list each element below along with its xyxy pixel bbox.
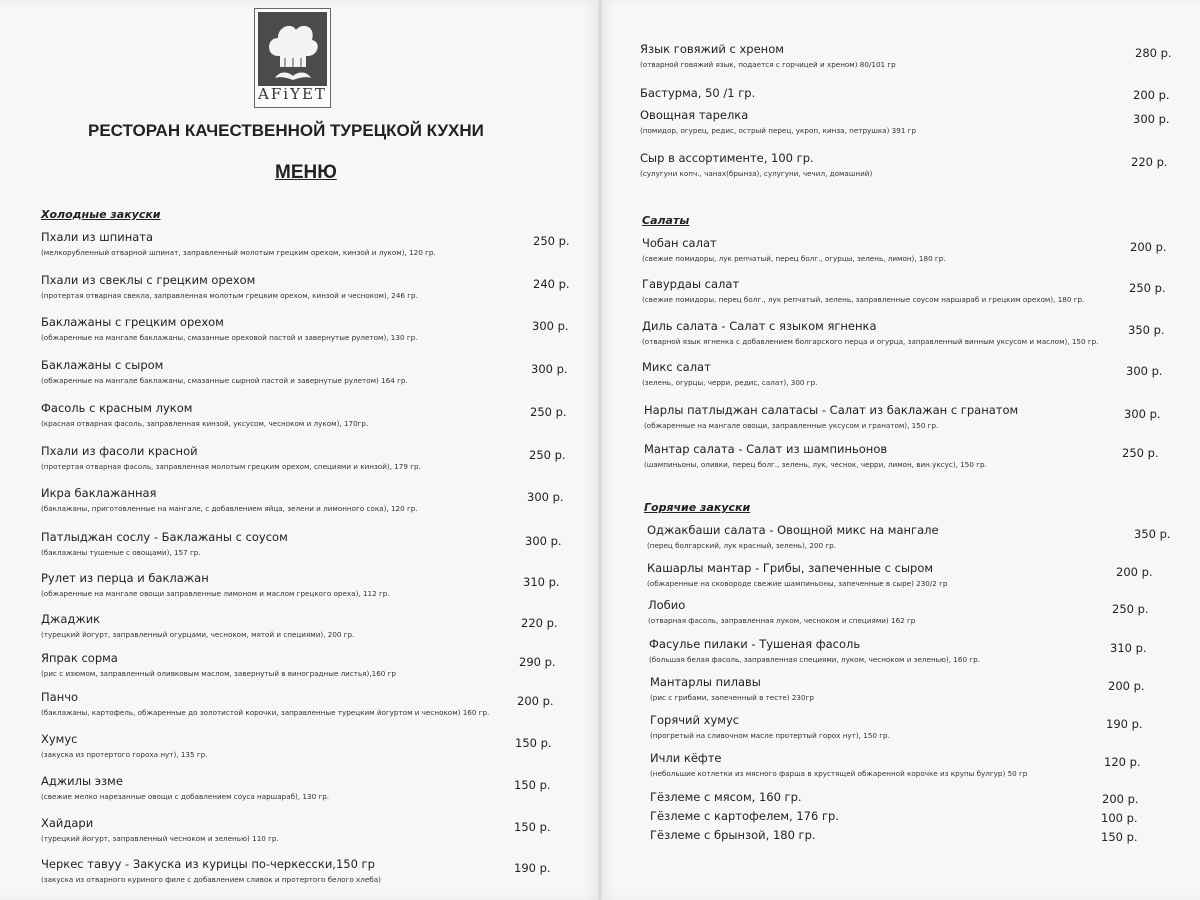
menu-item-price: 300 р.: [525, 534, 562, 548]
menu-item-description: (турецкий йогурт, заправленный огурцами, чесноком, мятой и специями), 200 гр.: [41, 630, 355, 639]
menu-item-name: Икра баклажанная: [41, 486, 157, 500]
menu-item-description: (баклажаны, картофель, обжаренные до золотистой корочки, заправленные турецким йогуртом и чесноком) 160 гр.: [41, 708, 490, 717]
menu-item: [640, 151, 1200, 191]
menu-item-description: (свежие помидоры, лук репчатый, перец болг., огурцы, зелень, лимон), 180 гр.: [642, 254, 946, 263]
menu-item-name: Ичли кёфте: [650, 751, 722, 765]
menu-item: [41, 273, 598, 313]
menu-item-description: (мелкорубленный отварной шпинат, заправленный молотым грецким орехом, кинзой и луком), 120 гр.: [41, 248, 436, 257]
menu-item: [41, 230, 598, 270]
menu-item-name: Язык говяжий с хреном: [640, 42, 784, 56]
menu-item-name: Кашарлы мантар - Грибы, запеченные с сыром: [647, 561, 934, 575]
menu-item-price: 250 р.: [1112, 602, 1149, 616]
menu-item: [650, 828, 1200, 868]
menu-item: [642, 277, 1200, 317]
menu-item-price: 300 р.: [1133, 112, 1170, 126]
menu-item: [650, 675, 1200, 715]
menu-item: [647, 561, 1200, 601]
menu-item-description: (обжаренные на сковороде свежие шампиньоны, запеченные в сыре) 230/2 гр: [647, 579, 948, 588]
menu-item-description: (турецкий йогурт, заправленный чесноком и зеленью) 110 гр.: [41, 834, 279, 843]
menu-item-description: (обжаренные на мангале баклажаны, смазанные сырной пастой и завернутые рулетом) 164 гр.: [41, 376, 408, 385]
menu-item: [41, 651, 598, 691]
menu-item-name: Пхали из свеклы с грецким орехом: [41, 273, 256, 287]
menu-item-name: Пхали из шпината: [41, 230, 154, 244]
menu-item: [41, 315, 598, 355]
menu-item-price: 250 р.: [529, 448, 566, 462]
menu-item: [41, 857, 598, 897]
menu-item-price: 100 р.: [1101, 811, 1138, 825]
restaurant-title: РЕСТОРАН КАЧЕСТВЕННОЙ ТУРЕЦКОЙ КУХНИ: [88, 121, 484, 140]
menu-item: [650, 751, 1200, 791]
menu-item-name: Фасулье пилаки - Тушеная фасоль: [649, 637, 861, 651]
menu-item: [649, 637, 1200, 677]
menu-page-left: [0, 0, 598, 900]
menu-item-price: 300 р.: [527, 490, 564, 504]
menu-item: [644, 442, 1200, 482]
menu-item-description: (протертая отварная свекла, заправленная молотым грецким орехом, кинзой и чесноком), 246 гр.: [41, 291, 418, 300]
menu-item-price: 310 р.: [1110, 641, 1147, 655]
menu-item-description: (отварная фасоль, заправленная луком, чесноком и специями) 162 гр: [648, 616, 916, 625]
menu-item-price: 150 р.: [515, 736, 552, 750]
menu-item: [41, 571, 598, 611]
menu-item-description: (закуска из протертого гороха нут), 135 гр.: [41, 750, 208, 759]
menu-item-name: Гёзлеме с брынзой, 180 гр.: [650, 828, 816, 842]
menu-item: [642, 360, 1200, 400]
menu-item-price: 220 р.: [521, 616, 558, 630]
menu-item-description: (рис с изюмом, заправленный оливковым маслом, завернутый в виноградные листья),160 гр: [41, 669, 396, 678]
menu-item-price: 280 р.: [1135, 46, 1172, 60]
menu-item-price: 300 р.: [531, 362, 568, 376]
menu-item-name: Хумус: [41, 732, 78, 746]
menu-item-name: Патлыджан сослу - Баклажаны с соусом: [41, 530, 288, 544]
menu-item-name: Пхали из фасоли красной: [41, 444, 198, 458]
menu-item: [41, 444, 598, 484]
menu-item-name: Рулет из перца и баклажан: [41, 571, 209, 585]
menu-item-price: 150 р.: [514, 778, 551, 792]
menu-item-description: (баклажаны, приготовленные на мангале, с добавлением яйца, зелени и лимонного сока), 120 гр.: [41, 504, 418, 513]
menu-item-price: 300 р.: [1124, 407, 1161, 421]
menu-item: [644, 403, 1200, 443]
menu-item-price: 220 р.: [1131, 155, 1168, 169]
menu-item-description: (баклажаны тушеные с овощами), 157 гр.: [41, 548, 201, 557]
menu-item-name: Сыр в ассортименте, 100 гр.: [640, 151, 814, 165]
menu-item-description: (протертая отварная фасоль, заправленная молотым грецким орехом, специями и кинзой), 179 гр.: [41, 462, 421, 471]
menu-item-price: 190 р.: [514, 861, 551, 875]
menu-item-description: (прогретый на сливочном масле протертый горох нут), 150 гр.: [650, 731, 890, 740]
menu-item-price: 290 р.: [519, 655, 556, 669]
menu-item-description: (сулугуни копч., чанах(брынза), сулугуни, чечил, домашний): [640, 169, 873, 178]
menu-item-description: (перец болгарский, лук красный, зелень), 200 гр.: [647, 541, 837, 550]
menu-item-price: 250 р.: [530, 405, 567, 419]
menu-item-name: Черкес тавуу - Закуска из курицы по-черкесски,150 гр: [41, 857, 375, 871]
menu-item-name: Баклажаны с грецким орехом: [41, 315, 224, 329]
menu-item-price: 300 р.: [532, 319, 569, 333]
section-title-hot-appetizers: Горячие закуски: [644, 501, 751, 514]
menu-item-description: (небольшие котлетки из мясного фарша в хрустящей обжаренной корочке из крупы булгур) 50 гр: [650, 769, 1028, 778]
menu-page-right: [602, 0, 1200, 900]
menu-item-name: Мантар салата - Салат из шампиньонов: [644, 442, 888, 456]
menu-item-description: (рис с грибами, запеченный в тесте) 230гр: [650, 693, 814, 702]
menu-item-price: 200 р.: [1102, 792, 1139, 806]
menu-item-description: (закуска из отварного куриного филе с добавлением сливок и протертого белого хлеба): [41, 875, 381, 884]
menu-item-price: 200 р.: [1108, 679, 1145, 693]
restaurant-logo: [254, 8, 331, 108]
menu-item-name: Чобан салат: [642, 236, 717, 250]
menu-item: [41, 530, 598, 570]
menu-item: [640, 108, 1200, 148]
menu-item-name: Овощная тарелка: [640, 108, 749, 122]
menu-item-name: Горячий хумус: [650, 713, 740, 727]
menu-item-price: 350 р.: [1128, 323, 1165, 337]
menu-item-name: Япрак сорма: [41, 651, 118, 665]
section-title-cold-appetizers: Холодные закуски: [41, 208, 161, 221]
menu-item: [642, 319, 1200, 359]
menu-item-name: Хайдари: [41, 816, 94, 830]
menu-item-description: (свежие мелко нарезанные овощи с добавлением соуса наршараб), 130 гр.: [41, 792, 330, 801]
menu-item-price: 200 р.: [517, 694, 554, 708]
menu-item: [41, 401, 598, 441]
menu-item-name: Джаджик: [41, 612, 101, 626]
menu-item-price: 200 р.: [1133, 88, 1170, 102]
menu-item-price: 350 р.: [1134, 527, 1171, 541]
menu-item: [41, 816, 598, 856]
menu-item-price: 310 р.: [523, 575, 560, 589]
menu-item-price: 250 р.: [1122, 446, 1159, 460]
menu-item: [647, 523, 1200, 563]
menu-item-name: Нарлы патлыджан салатасы - Салат из баклажан с гранатом: [644, 403, 1019, 417]
chef-hat-icon: [258, 12, 327, 86]
menu-item-price: 150 р.: [514, 820, 551, 834]
menu-item: [648, 598, 1200, 638]
menu-item-name: Гёзлеме с картофелем, 176 гр.: [650, 809, 839, 823]
menu-item-description: (большая белая фасоль, заправленная специями, луком, чесноком и зеленью), 160 гр.: [649, 655, 980, 664]
menu-item-price: 240 р.: [533, 277, 570, 291]
menu-item-name: Мантарлы пилавы: [650, 675, 761, 689]
menu-item: [642, 236, 1200, 276]
menu-item-name: Диль салата - Салат с языком ягненка: [642, 319, 877, 333]
menu-item-description: (зелень, огурцы, черри, редис, салат), 300 гр.: [642, 378, 818, 387]
menu-item: [41, 486, 598, 526]
menu-item-description: (красная отварная фасоль, заправленная кинзой, уксусом, чесноком и луком), 170гр.: [41, 419, 369, 428]
menu-item-description: (отварной язык ягненка с добавлением болгарского перца и огурца, заправленный винным уксусом и маслом), 150 гр.: [642, 337, 1099, 346]
menu-item-name: Оджакбаши салата - Овощной микс на мангале: [647, 523, 939, 537]
menu-item-price: 200 р.: [1116, 565, 1153, 579]
menu-item-description: (свежие помидоры, перец болг., лук репчатый, зелень, заправленные соусом наршараб и грецким орехом), 180 гр.: [642, 295, 1085, 304]
menu-item-price: 200 р.: [1130, 240, 1167, 254]
menu-item: [41, 358, 598, 398]
menu-item-description: (обжаренные на мангале овощи, заправленные уксусом и гранатом), 150 гр.: [644, 421, 939, 430]
menu-item-name: Гавурдаы салат: [642, 277, 740, 291]
menu-item-description: (отварной говяжий язык, подается с горчицей и хреном) 80/101 гр: [640, 60, 896, 69]
menu-item-name: Фасоль с красным луком: [41, 401, 193, 415]
menu-item: [41, 732, 598, 772]
menu-item: [640, 42, 1200, 82]
menu-item-price: 250 р.: [1129, 281, 1166, 295]
menu-item-description: (помидор, огурец, редис, острый перец, укроп, кинза, петрушка) 391 гр: [640, 126, 917, 135]
menu-item: [41, 774, 598, 814]
section-title-salads: Салаты: [642, 214, 690, 227]
menu-item-price: 300 р.: [1126, 364, 1163, 378]
menu-item: [650, 713, 1200, 753]
menu-item-description: (обжаренные на мангале баклажаны, смазанные ореховой пастой и завернутые рулетом), 130 гр.: [41, 333, 418, 342]
menu-item-name: Баклажаны с сыром: [41, 358, 164, 372]
menu-item-name: Аджилы эзме: [41, 774, 123, 788]
menu-item-price: 150 р.: [1101, 830, 1138, 844]
menu-item-price: 190 р.: [1106, 717, 1143, 731]
menu-item-name: Лобио: [648, 598, 686, 612]
menu-item-price: 250 р.: [533, 234, 570, 248]
menu-title: МЕНЮ: [275, 162, 337, 183]
menu-item-name: Панчо: [41, 690, 79, 704]
menu-item-price: 120 р.: [1104, 755, 1141, 769]
menu-item-name: Бастурма, 50 /1 гр.: [640, 86, 756, 100]
menu-item: [41, 612, 598, 652]
menu-item-description: (шампиньоны, оливки, перец болг., зелень, лук, чеснок, черри, лимон, вин.уксус), 150 гр.: [644, 460, 987, 469]
menu-item-name: Микс салат: [642, 360, 711, 374]
menu-item-description: (обжаренные на мангале овощи заправленные лимоном и маслом грецкого ореха), 112 гр.: [41, 589, 390, 598]
logo-text: AFiYET: [258, 85, 327, 103]
menu-item-name: Гёзлеме с мясом, 160 гр.: [650, 790, 802, 804]
menu-item: [41, 690, 598, 730]
